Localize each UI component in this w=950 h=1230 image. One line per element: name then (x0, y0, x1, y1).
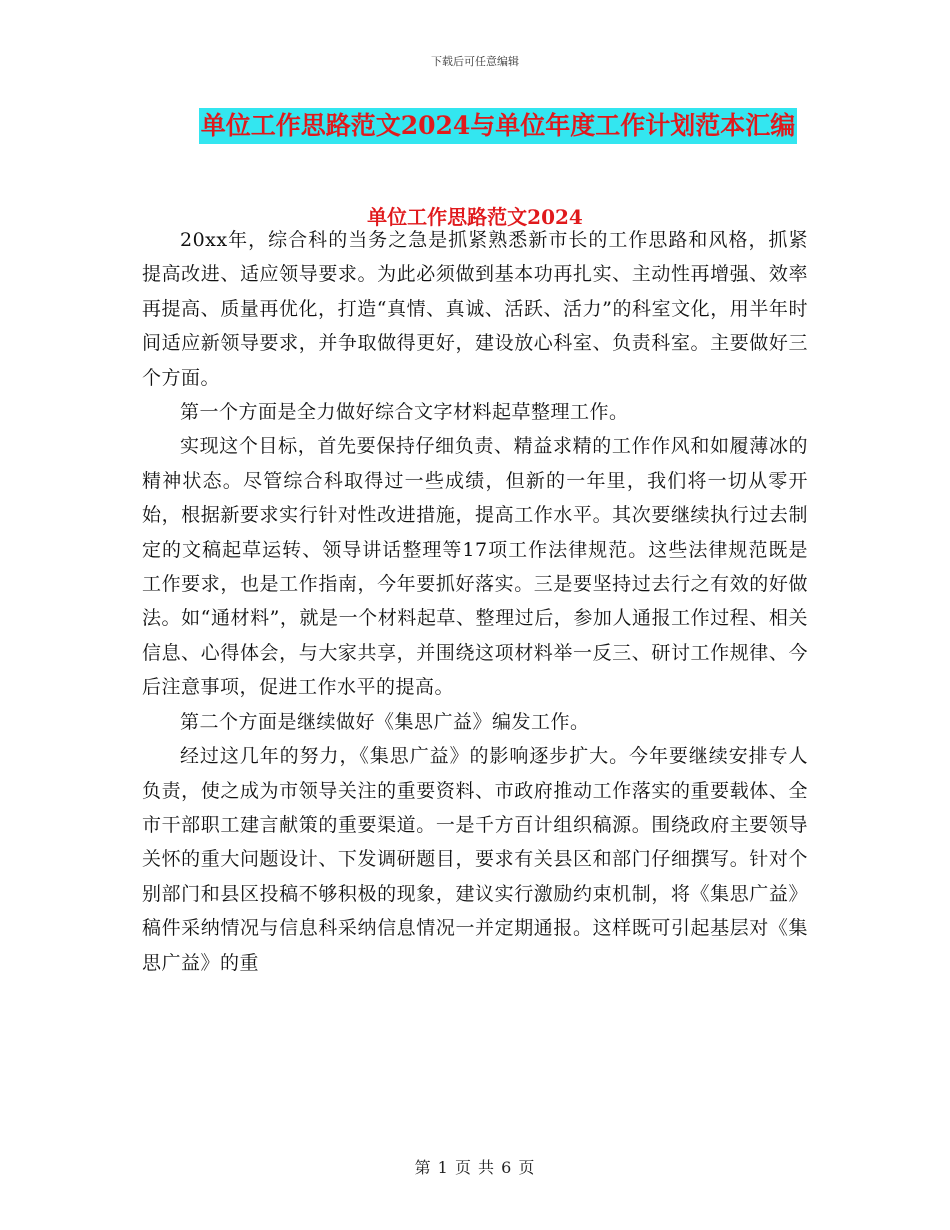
page-header-note: 下载后可任意编辑 (431, 55, 519, 68)
section-title: 单位工作思路范文2024 (367, 205, 583, 229)
paragraph: 20xx年，综合科的当务之急是抓紧熟悉新市长的工作思路和风格，抓紧提高改进、适应领导要求。为此必须做到基本功再扎实、主动性再增强、效率再提高、质量再优化，打造“真情、真诚、活跃、活力”的科室文化，用半年时间适应新领导要求，并争取做得更好，建设放心科室、负责科室。主要做好三个方面。 (142, 229, 808, 389)
paragraph: 实现这个目标，首先要保持仔细负责、精益求精的工作作风和如履薄冰的精神状态。尽管综合科取得过一些成绩，但新的一年里，我们将一切从零开始，根据新要求实行针对性改进措施，提高工作水平。其次要继续执行过去制定的文稿起草运转、领导讲话整理等17项工作法律规范。这些法律规范既是工作要求，也是工作指南，今年要抓好落实。三是要坚持过去行之有效的好做法。如“通材料”，就是一个材料起草、整理过后，参加人通报工作过程、相关信息、心得体会，与大家共享，并围绕这项材料举一反三、研讨工作规律、今后注意事项，促进工作水平的提高。 (142, 435, 808, 699)
paragraph: 经过这几年的努力，《集思广益》的影响逐步扩大。今年要继续安排专人负责，使之成为市领导关注的重要资料、市政府推动工作落实的重要载体、全市干部职工建言献策的重要渠道。一是千方百计组织稿源。围绕政府主要领导关怀的重大问题设计、下发调研题目，要求有关县区和部门仔细撰写。针对个别部门和县区投稿不够积极的现象，建议实行激励约束机制，将《集思广益》稿件采纳情况与信息科采纳信息情况一并定期通报。这样既可引起基层对《集思广益》的重 (142, 745, 808, 974)
page-number-footer: 第 1 页 共 6 页 (414, 1158, 536, 1177)
paragraph: 第一个方面是全力做好综合文字材料起草整理工作。 (180, 401, 629, 424)
document-title: 单位工作思路范文2024与单位年度工作计划范本汇编 (199, 108, 798, 144)
document-title-container (0, 108, 950, 144)
document-body (142, 223, 808, 980)
paragraph: 第二个方面是继续做好《集思广益》编发工作。 (180, 710, 590, 733)
